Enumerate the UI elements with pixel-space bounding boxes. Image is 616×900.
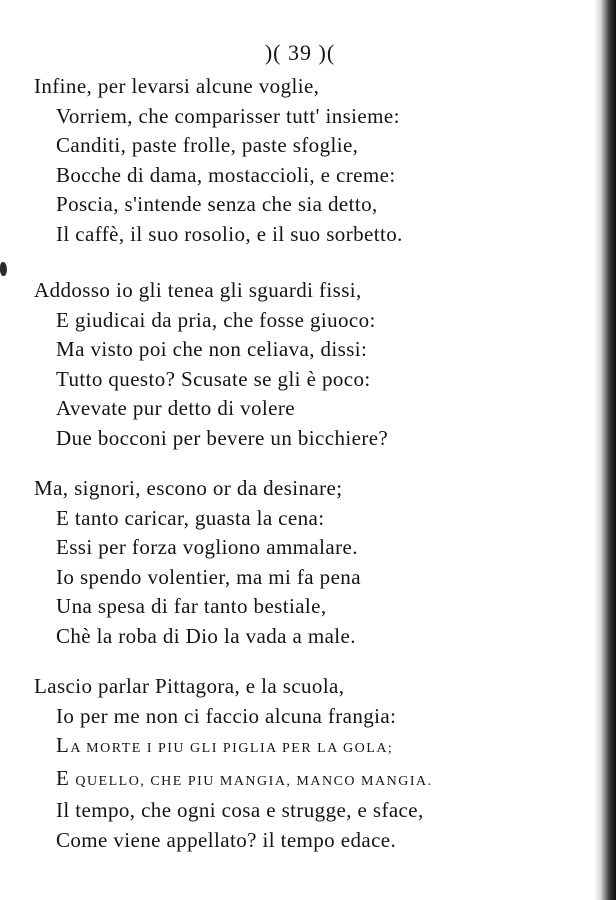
verse-line: Io spendo volentier, ma mi fa pena (56, 564, 361, 589)
verse-line: Due bocconi per bevere un bicchiere? (56, 425, 389, 450)
verse-line: Chè la roba di Dio la vada a male. (56, 623, 356, 648)
verse-line: Poscia, s'intende senza che sia detto, (56, 192, 378, 216)
verse-line: Infine, per levarsi alcune voglie, (34, 74, 320, 98)
verse-line: Essi per forza vogliono ammalare. (56, 535, 358, 559)
verse-line: Lascio parlar Pittagora, e la scuola, (34, 674, 345, 698)
verse-line: Avevate pur detto di volere (56, 396, 295, 420)
stanza-1 (34, 72, 574, 249)
verse-line-small-caps (34, 731, 574, 764)
verse-line: Io per me non ci faccio alcuna frangia: (56, 703, 397, 728)
small-caps-rest: QUELLO, CHE PIU MANGIA, MANCO MANGIA. (70, 773, 433, 789)
small-caps-initial: L (56, 733, 71, 757)
margin-ink-mark (0, 262, 7, 276)
small-caps-rest: A MORTE I PIU GLI PIGLIA PER LA GOLA; (70, 741, 394, 756)
verse-line: Bocche di dama, mostaccioli, e creme: (56, 162, 396, 187)
verse-line: Il tempo, che ogni cosa e strugge, e sface, (56, 798, 424, 822)
verse-line: Canditi, paste frolle, paste sfoglie, (56, 133, 359, 157)
small-caps-initial: E (56, 765, 71, 790)
stanza-3 (34, 474, 574, 651)
verse-line: Ma visto poi che non celiava, dissi: (56, 337, 368, 361)
page-number-header: )( 39 )( (264, 40, 336, 65)
verse-line-small-caps (34, 764, 574, 797)
verse-line: Ma, signori, escono or da desinare; (34, 476, 343, 500)
verse-line: E giudicai da pria, che fosse giuoco: (56, 307, 376, 332)
verse-line: E tanto caricar, guasta la cena: (56, 505, 325, 530)
stanza-4 (34, 672, 574, 855)
verse-line: Una spesa di far tanto bestiale, (56, 594, 327, 618)
stanza-2 (34, 276, 574, 453)
verse-line: Addosso io gli tenea gli sguardi fissi, (34, 278, 362, 302)
book-binding-edge (594, 0, 616, 900)
verse-line: Come viene appellato? il tempo edace. (56, 827, 397, 852)
verse-line: Il caffè, il suo rosolio, e il suo sorbetto. (56, 221, 403, 246)
verse-line: Tutto questo? Scusate se gli è poco: (56, 366, 371, 391)
verse-line: Vorriem, che comparisser tutt' insieme: (56, 103, 400, 128)
